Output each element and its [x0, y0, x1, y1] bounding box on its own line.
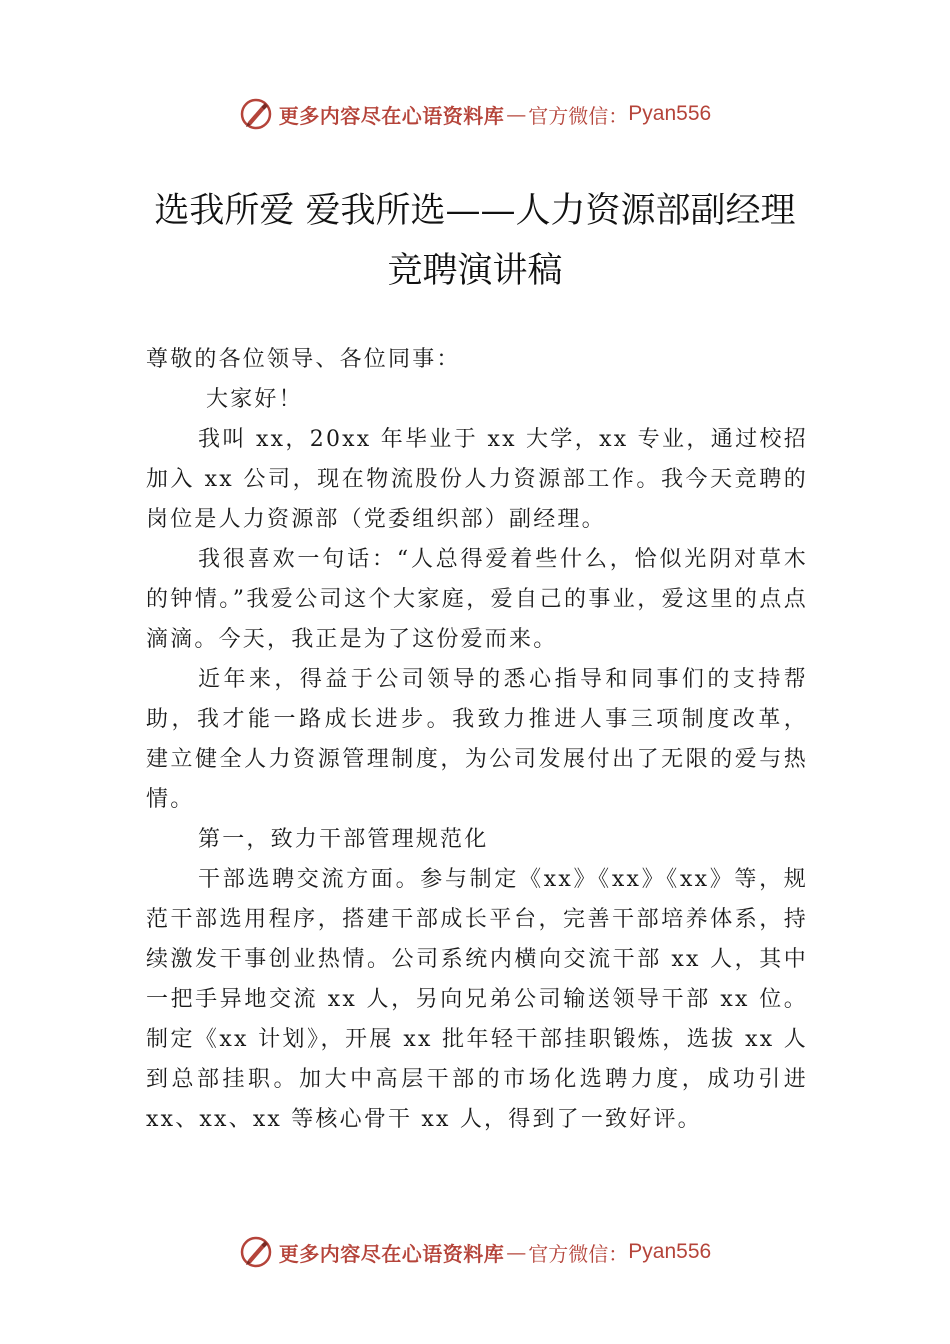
pen-logo-icon	[239, 1235, 273, 1269]
banner-separator: —	[506, 102, 527, 126]
footer-banner	[0, 1232, 950, 1272]
banner-text: 更多内容尽在心语资料库	[278, 1241, 505, 1266]
header-banner	[0, 94, 950, 134]
paragraph-cadre-selection: 干部选聘交流方面。参与制定《xx》《xx》《xx》等，规范干部选用程序，搭建干部成长平台，完善干部培养体系，持续激发干事创业热情。公司系统内横向交流干部 xx 人，其中一把手异地交流 xx 人，另向兄弟公司输送领导干部 xx 位。制定《xx 计划》，开展 xx 批年轻干部挂职锻炼，选拔 xx 人到总部挂职。加大中高层干部的市场化选聘力度，成功引进 xx、xx、xx 等核心骨干 xx 人，得到了一致好评。	[146, 867, 808, 1132]
pen-logo-icon	[239, 97, 273, 131]
banner-separator: —	[506, 1240, 527, 1264]
wechat-label: 官方微信：	[528, 103, 629, 128]
paragraph-intro: 我叫 xx，20xx 年毕业于 xx 大学，xx 专业，通过校招加入 xx 公司，现在物流股份人力资源部工作。我今天竞聘的岗位是人力资源部（党委组织部）副经理。	[146, 427, 808, 532]
paragraph-growth: 近年来，得益于公司领导的悉心指导和同事们的支持帮助，我才能一路成长进步。我致力推进人事三项制度改革， 建立健全人力资源管理制度，为公司发展付出了无限的爱与热情。	[146, 667, 808, 812]
wechat-label: 官方微信：	[528, 1241, 629, 1266]
document-title-line1: 选我所爱 爱我所选——人力资源部副经理	[154, 191, 796, 231]
salutation: 尊敬的各位领导、各位同事：	[146, 347, 461, 372]
paragraph-quote: 我很喜欢一句话：“人总得爱着些什么，恰似光阴对草木的钟情。”我爱公司这个大家庭，爱自己的事业，爱这里的点点滴滴。今天，我正是为了这份爱而来。	[146, 547, 808, 652]
wechat-id: Pyan556	[628, 102, 712, 125]
greeting: 大家好！	[206, 387, 303, 412]
banner-text: 更多内容尽在心语资料库	[278, 103, 505, 128]
document-title-line2: 竞聘演讲稿	[387, 251, 563, 291]
document-body	[146, 340, 808, 1140]
section-heading: 第一，致力干部管理规范化	[198, 827, 489, 852]
wechat-id: Pyan556	[628, 1240, 712, 1263]
